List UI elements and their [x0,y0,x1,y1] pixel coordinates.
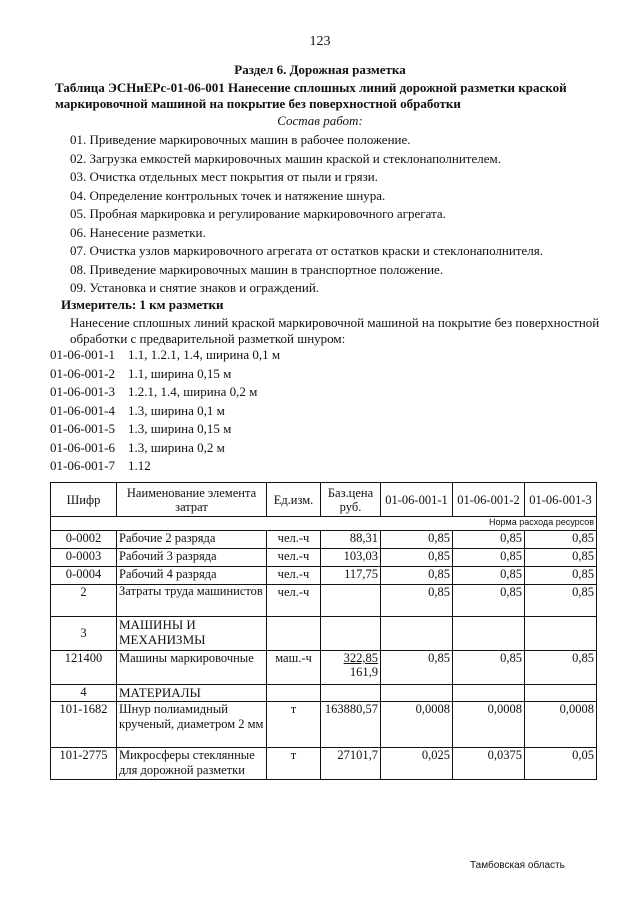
code-id: 01-06-001-4 [50,402,115,418]
cell-name: Рабочий 4 разряда [117,567,267,585]
machine-name: Машины маркировочные [117,651,267,685]
materials-group-code: 4 [51,685,117,702]
cell-price: 117,75 [321,567,381,585]
labor-row [51,585,597,617]
code-text: 1.3, ширина 0,1 м [128,402,225,418]
cell-v3: 0,85 [525,567,597,585]
cell-unit: чел.-ч [267,531,321,549]
work-steps-list [70,131,610,298]
work-step: 02. Загрузка емкостей маркировочных машин краской и стеклонаполнителем. [70,150,501,166]
material-code: 101-2775 [51,748,117,780]
code-text: 1.2.1, 1.4, ширина 0,2 м [128,384,258,399]
cell-code: 0-0004 [51,567,117,585]
material-v1: 0,0008 [381,702,453,748]
machine-unit: маш.-ч [267,651,321,685]
header-col2: 01-06-001-2 [453,483,525,517]
table-row [51,549,597,567]
machine-v3: 0,85 [525,651,597,685]
section-title: Раздел 6. Дорожная разметка [234,62,406,77]
cell-v3: 0,85 [525,549,597,567]
machines-row [51,651,597,685]
cell-name: Рабочие 2 разряда [117,531,267,549]
machine-price-bottom: 161,9 [349,665,378,679]
resource-table [50,482,597,780]
header-col1: 01-06-001-1 [381,483,453,517]
code-id: 01-06-001-2 [50,365,115,381]
labor-price-empty [321,585,381,617]
empty-cell [267,617,321,651]
norma-row [51,517,597,531]
table-row [51,531,597,549]
cell-v1: 0,85 [381,549,453,567]
material-v3: 0,0008 [525,702,597,748]
empty-cell [453,617,525,651]
cell-unit: чел.-ч [267,567,321,585]
empty-cell [381,617,453,651]
empty-cell [267,685,321,702]
material-v2: 0,0008 [453,702,525,748]
material-row [51,702,597,748]
codes-list [50,346,280,476]
material-unit: т [267,748,321,780]
cell-v1: 0,85 [381,531,453,549]
material-v1: 0,025 [381,748,453,780]
cell-name: Рабочий 3 разряда [117,549,267,567]
code-id: 01-06-001-3 [50,384,115,399]
code-item [50,365,280,384]
cell-code: 0-0003 [51,549,117,567]
code-id: 01-06-001-5 [50,421,115,436]
code-text: 1.1, 1.2.1, 1.4, ширина 0,1 м [128,347,281,362]
work-step: 05. Пробная маркировка и регулирование маркировочного агрегата. [70,206,446,221]
machine-price-top: 322,85 [343,651,378,665]
material-code: 101-1682 [51,702,117,748]
material-row [51,748,597,780]
code-text: 1.3, ширина 0,15 м [128,421,232,436]
work-description: Нанесение сплошных линий краской маркировочной машиной на покрытие без поверхностной обработки с предварительной разметкой шнуром: [70,315,600,346]
page-number: 123 [309,34,331,49]
labor-code: 2 [51,585,117,617]
header-col3: 01-06-001-3 [525,483,597,517]
material-name: Микросферы стеклянные для дорожной разметки [117,748,267,780]
empty-cell [381,685,453,702]
code-text: 1.1, ширина 0,15 м [128,365,232,381]
work-step: 07. Очистка узлов маркировочного агрегата от остатков краски и стеклонаполнителя. [70,243,544,258]
material-price: 163880,57 [321,702,381,748]
machines-group-code: 3 [51,617,117,651]
table-row [51,567,597,585]
work-step: 08. Приведение маркировочных машин в транспортное положение. [70,261,444,277]
cell-v2: 0,85 [453,549,525,567]
cell-v1: 0,85 [381,567,453,585]
empty-cell [321,617,381,651]
cell-code: 0-0002 [51,531,117,549]
code-text: 1.12 [128,458,151,473]
machines-group-name: МАШИНЫ И МЕХАНИЗМЫ [117,617,267,651]
code-id: 01-06-001-7 [50,458,115,473]
cell-price: 88,31 [321,531,381,549]
work-step: 09. Установка и снятие знаков и ограждений. [70,280,320,295]
materials-group-name: МАТЕРИАЛЫ [117,685,267,702]
cell-v3: 0,85 [525,531,597,549]
code-id: 01-06-001-6 [50,439,115,455]
work-step: 06. Нанесение разметки. [70,224,206,240]
table-header-row [51,483,597,517]
code-item [50,420,280,439]
code-item [50,457,280,476]
code-text: 1.3, ширина 0,2 м [128,439,225,455]
empty-cell [525,617,597,651]
empty-cell [321,685,381,702]
norma-label: Норма расхода ресурсов [51,517,597,531]
machine-v1: 0,85 [381,651,453,685]
code-item [50,439,280,458]
material-v2: 0,0375 [453,748,525,780]
machines-group-row [51,617,597,651]
material-name: Шнур полиамидный крученый, диаметром 2 мм [117,702,267,748]
table-title: Таблица ЭСНиЕРс-01-06-001 Нанесение сплошных линий дорожной разметки краской маркировочной машиной на покрытие без поверхностной обработки [55,80,567,111]
labor-v3: 0,85 [525,585,597,617]
work-step: 01. Приведение маркировочных машин в рабочее положение. [70,132,411,147]
composition-heading: Состав работ: [277,113,363,128]
code-item [50,346,280,365]
labor-v1: 0,85 [381,585,453,617]
header-name: Наименование элемента затрат [117,483,267,517]
materials-group-row [51,685,597,702]
work-step: 04. Определение контрольных точек и натяжение шнура. [70,187,386,203]
cell-v2: 0,85 [453,567,525,585]
machine-v2: 0,85 [453,651,525,685]
code-id: 01-06-001-1 [50,347,115,362]
material-v3: 0,05 [525,748,597,780]
material-unit: т [267,702,321,748]
cell-price: 103,03 [321,549,381,567]
material-price: 27101,7 [321,748,381,780]
empty-cell [525,685,597,702]
header-code: Шифр [51,483,117,517]
footer-region: Тамбовская область [470,860,565,871]
code-item [50,383,280,402]
cell-unit: чел.-ч [267,549,321,567]
labor-unit: чел.-ч [267,585,321,617]
empty-cell [453,685,525,702]
machine-code: 121400 [51,651,117,685]
header-price: Баз.цена руб. [321,483,381,517]
work-step: 03. Очистка отдельных мест покрытия от пыли и грязи. [70,169,378,184]
labor-name: Затраты труда машинистов [117,585,267,617]
cell-v2: 0,85 [453,531,525,549]
machine-price [321,651,381,685]
header-unit: Ед.изм. [267,483,321,517]
measure-unit: Измеритель: 1 км разметки [61,297,224,312]
code-item [50,402,280,421]
labor-v2: 0,85 [453,585,525,617]
